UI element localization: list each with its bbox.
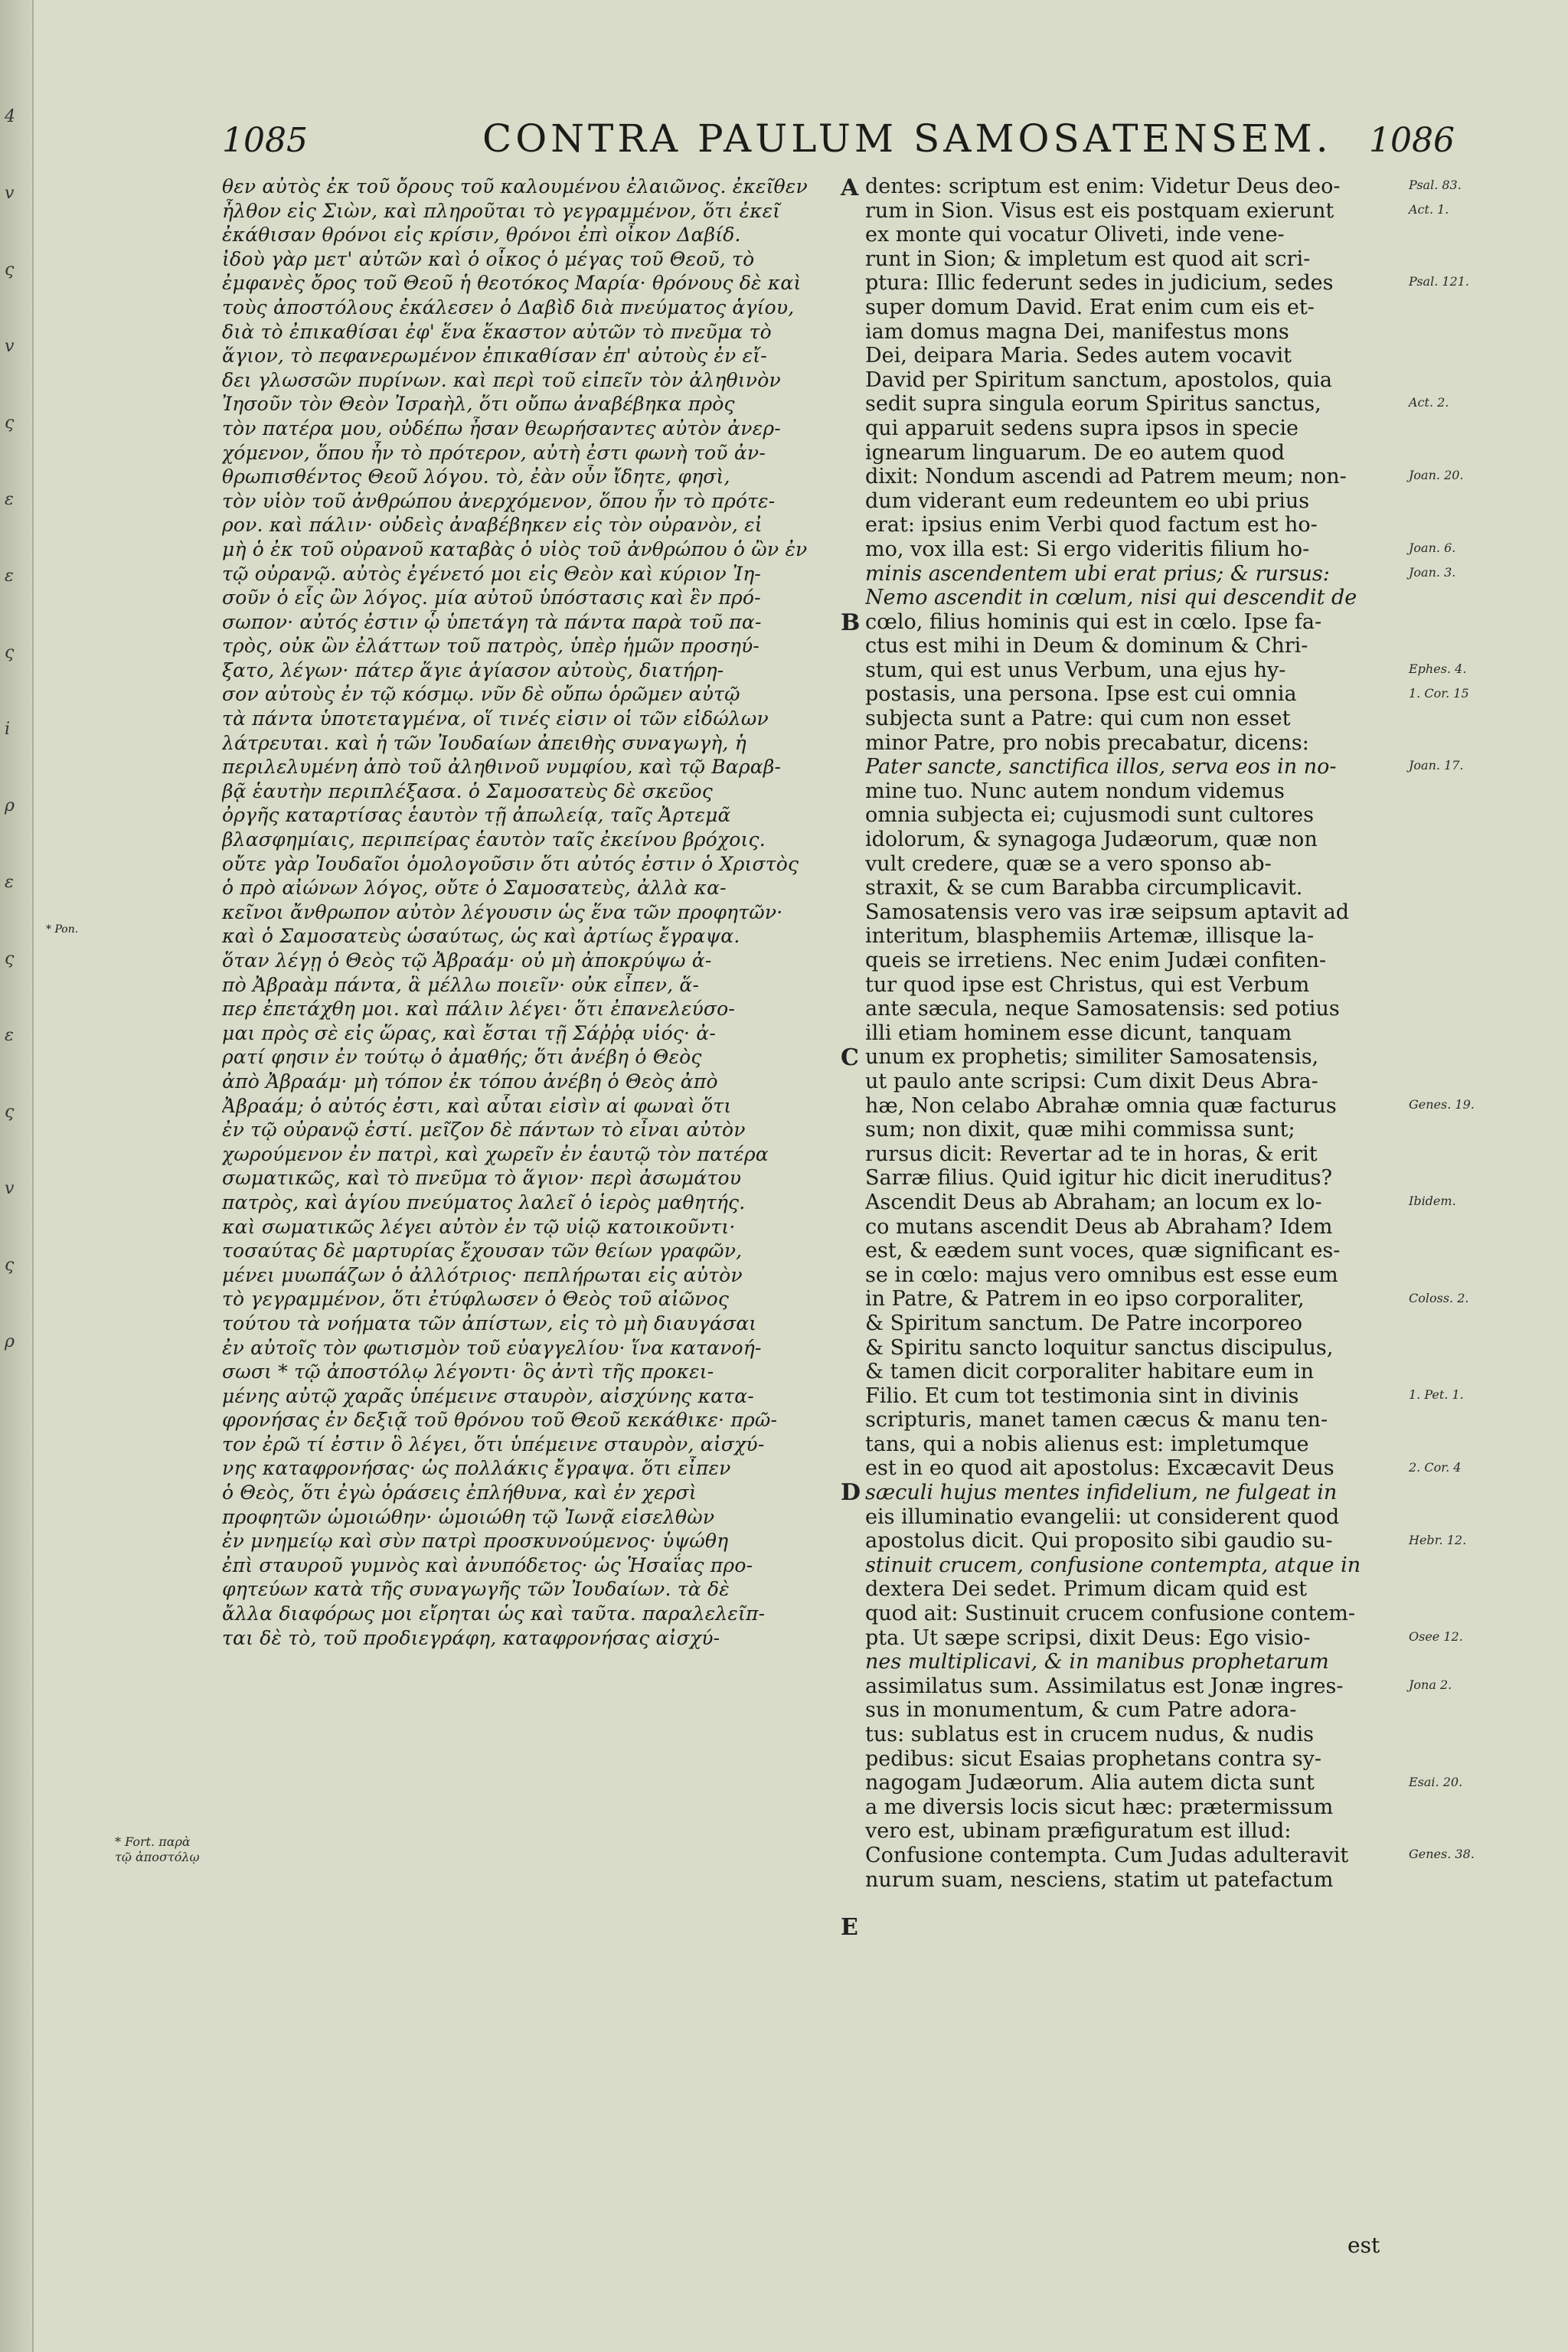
latin-line: Samosatensis vero vas iræ seipsum aptavit ad [865, 900, 1350, 924]
greek-line: τὸ γεγραμμένον, ὅτι ἐτύφλωσεν ὁ Θεὸς τοῦ αἰῶνος [222, 1288, 730, 1311]
latin-line: vult credere, quæ se a vero sponso ab- [865, 851, 1272, 876]
latin-line: erat: ipsius enim Verbi quod factum est ho- [865, 513, 1318, 537]
running-title: CONTRA PAULUM SAMOSATENSEM. [482, 116, 1332, 161]
latin-line: sedit supra singula eorum Spiritus sanctus, [865, 392, 1321, 416]
greek-line: ὁ πρὸ αἰώνων λόγος, οὔτε ὁ Σαμοσατεὺς, ἀλλὰ κα- [222, 877, 727, 900]
latin-line: ut paulo ante scripsi: Cum dixit Deus Abra- [865, 1069, 1318, 1093]
margin-reference: Joan. 20. [1409, 468, 1464, 483]
latin-line: ptura: Illic federunt sedes in judicium, sedes [865, 271, 1334, 296]
latin-line: stum, qui est unus Verbum, una ejus hy- [865, 658, 1286, 682]
footnote-line: τῷ ἀποστόλῳ [115, 1850, 200, 1864]
latin-text-column [865, 175, 1401, 1892]
latin-line: omnia subjecta ei; cujusmodi sunt cultores [865, 803, 1314, 828]
margin-reference: Esai. 20. [1409, 1774, 1463, 1789]
gutter-fragment: ς [5, 1102, 15, 1122]
latin-line: straxit, & se cum Barabba circumplicavit. [865, 876, 1303, 900]
greek-line: χόμενον, ὅπου ἦν τὸ πρότερον, αὐτὴ ἐστι φωνὴ τοῦ ἀν- [222, 441, 766, 464]
latin-line: ignearum linguarum. De eo autem quod [865, 440, 1285, 465]
latin-line: rum in Sion. Visus est eis postquam exierunt [865, 198, 1334, 223]
greek-line: κεῖνοι ἄνθρωπον αὐτὸν λέγουσιν ὡς ἕνα τῶν προφητῶν· [222, 900, 783, 923]
greek-line: Ἀβραάμ; ὁ αὐτός ἐστι, καὶ αὗται εἰσὶν αἱ φωναὶ ὅτι [222, 1094, 732, 1117]
margin-reference: 1. Cor. 15 [1409, 685, 1469, 701]
margin-reference: Act. 1. [1409, 201, 1449, 217]
margin-reference: Osee 12. [1409, 1629, 1463, 1644]
greek-line: διὰ τὸ ἐπικαθίσαι ἐφ' ἕνα ἕκαστον αὐτῶν τὸ πνεῦμα τὸ [222, 320, 772, 343]
greek-line: ἐμφανὲς ὄρος τοῦ Θεοῦ ἡ θεοτόκος Μαρία· θρόνους δὲ καὶ [222, 272, 802, 295]
gutter-fragment: ς [5, 413, 15, 433]
margin-reference: 2. Cor. 4 [1409, 1459, 1462, 1475]
gutter-fragment: ς [5, 260, 15, 279]
greek-line: ρον. καὶ πάλιν· οὐδεὶς ἀναβέβηκεν εἰς τὸν οὐρανὸν, εἰ [222, 514, 763, 537]
footnote-line: * Fort. παρὰ [115, 1834, 191, 1849]
greek-line: μὴ ὁ ἐκ τοῦ οὐρανοῦ καταβὰς ὁ υἱὸς τοῦ ἀνθρώπου ὁ ὢν ἐν [222, 537, 808, 560]
latin-line: scripturis, manet tamen cæcus & manu ten- [865, 1408, 1328, 1432]
latin-line: dextera Dei sedet. Primum dicam quid est [865, 1577, 1307, 1602]
latin-line: queis se irretiens. Nec enim Judæi confiten- [865, 949, 1327, 972]
latin-line: Filio. Et cum tot testimonia sint in divinis [865, 1383, 1299, 1408]
greek-line: ὅταν λέγῃ ὁ Θεὸς τῷ Ἀβραάμ· οὐ μὴ ἀποκρύψω ἀ- [222, 949, 712, 972]
margin-reference: 1. Pet. 1. [1409, 1387, 1464, 1402]
latin-line: vero est, ubinam præfiguratum est illud: [865, 1819, 1292, 1844]
latin-line: eis illuminatio evangelii: ut considerent quod [865, 1504, 1340, 1529]
greek-line: τοὺς ἀποστόλους ἐκάλεσεν ὁ Δαβὶδ διὰ πνεύματος ἁγίου, [222, 296, 795, 318]
greek-line: βᾷ ἑαυτὴν περιπλέξασα. ὁ Σαμοσατεὺς δὲ σκεῦος [222, 779, 713, 802]
latin-line: minor Patre, pro nobis precabatur, dicens: [865, 730, 1309, 755]
greek-line: θεν αὐτὸς ἐκ τοῦ ὄρους τοῦ καλουμένου ἐλαιῶνος. ἐκεῖθεν [222, 175, 808, 198]
greek-line: ὀργῆς καταρτίσας ἑαυτὸν τῇ ἀπωλείᾳ, ταῖς Ἀρτεμᾶ [222, 804, 731, 827]
greek-line: οὔτε γὰρ Ἰουδαῖοι ὁμολογοῦσιν ὅτι αὐτός ἐστιν ὁ Χριστὸς [222, 852, 799, 875]
gutter-fragment: ε [5, 567, 14, 586]
latin-line: cœlo, filius hominis qui est in cœlo. Ipse fa- [865, 609, 1322, 634]
margin-reference: Ephes. 4. [1409, 662, 1467, 676]
greek-line: τῷ οὐρανῷ. αὐτὸς ἐγένετό μοι εἰς Θεὸν καὶ κύριον Ἰη- [222, 562, 762, 585]
greek-line: ρατί φησιν ἐν τούτῳ ὁ ἀμαθής; ὅτι ἀνέβη ὁ Θεὸς [222, 1046, 702, 1069]
greek-line: προφητῶν ὡμοιώθην· ὡμοιώθη τῷ Ἰωνᾷ εἰσελθὼν [222, 1505, 715, 1528]
latin-line: illi etiam hominem esse dicunt, tanquam [865, 1021, 1292, 1045]
latin-line: nagogam Judæorum. Alia autem dicta sunt [865, 1771, 1315, 1795]
gutter-fragment: ς [5, 643, 15, 662]
gutter-fragment: ε [5, 873, 14, 892]
latin-line: mo, vox illa est: Si ergo videritis filium ho- [865, 537, 1310, 561]
section-letter: D [841, 1479, 861, 1506]
section-letter: C [841, 1044, 859, 1071]
greek-line: καὶ σωματικῶς λέγει αὐτὸν ἐν τῷ υἱῷ κατοικοῦντι· [222, 1215, 736, 1238]
margin-reference: Act. 2. [1409, 395, 1449, 410]
gutter-fragment: v [5, 337, 15, 356]
latin-line: pta. Ut sæpe scripsi, dixit Deus: Ego visio- [865, 1625, 1311, 1650]
catchword: est [1348, 2233, 1380, 2258]
greek-line: τὸν πατέρα μου, οὐδέπω ἦσαν θεωρήσαντες αὐτὸν ἀνερ- [222, 416, 781, 439]
greek-line: καὶ ὁ Σαμοσατεὺς ὡσαύτως, ὡς καὶ ἀρτίως ἔγραψα. [222, 925, 740, 948]
latin-line: dixit: Nondum ascendi ad Patrem meum; non- [865, 465, 1347, 489]
greek-line: πατρὸς, καὶ ἁγίου πνεύματος λαλεῖ ὁ ἱερὸς μαθητής. [222, 1191, 746, 1214]
margin-reference: Genes. 38. [1409, 1847, 1475, 1862]
greek-line: ἐκάθισαν θρόνοι εἰς κρίσιν, θρόνοι ἐπὶ οἶκον Δαβίδ. [222, 224, 741, 247]
latin-line: super domum David. Erat enim cum eis et- [865, 295, 1315, 319]
latin-line: est in eo quod ait apostolus: Excæcavit Deus [865, 1456, 1334, 1481]
gutter-fragment: ε [5, 490, 14, 509]
greek-line: Ἰησοῦν τὸν Θεὸν Ἰσραὴλ, ὅτι οὔπω ἀναβέβηκα πρὸς [222, 393, 735, 416]
latin-line: est, & eædem sunt voces, quæ significant es- [865, 1239, 1341, 1263]
greek-line: ἦλθον εἰς Σιὼν, καὶ πληροῦται τὸ γεγραμμένον, ὅτι ἐκεῖ [222, 199, 781, 222]
latin-line: subjecta sunt a Patre: qui cum non esset [865, 707, 1291, 731]
latin-line: ante sæcula, neque Samosatensis: sed potius [865, 997, 1340, 1021]
gutter-fragment: ε [5, 1026, 14, 1045]
greek-line: περιλελυμένη ἀπὸ τοῦ ἀληθινοῦ νυμφίου, καὶ τῷ Βαραβ- [222, 756, 782, 779]
margin-reference: Ibidem. [1409, 1194, 1456, 1209]
latin-line: stinuit crucem, confusione contempta, atque in [865, 1553, 1361, 1577]
section-letter: A [841, 175, 859, 201]
greek-line: βλασφημίαις, περιπείρας ἑαυτὸν ταῖς ἐκείνου βρόχοις. [222, 828, 766, 851]
gutter-fragment: ς [5, 949, 15, 969]
greek-line: σον αὐτοὺς ἐν τῷ κόσμῳ. νῦν δὲ οὔπω ὁρῶμεν αὐτῷ [222, 683, 740, 706]
left-margin-marker: * Pon. [46, 923, 79, 936]
latin-line: quod ait: Sustinuit crucem confusione contem- [865, 1602, 1355, 1626]
greek-text-column [222, 175, 861, 1650]
greek-line: ὁ Θεὸς, ὅτι ἐγὼ ὁράσεις ἐπλήθυνα, καὶ ἐν χερσὶ [222, 1481, 697, 1504]
greek-line: μένης αὐτῷ χαρᾶς ὑπέμεινε σταυρὸν, αἰσχύνης κατα- [222, 1384, 754, 1407]
latin-line: tans, qui a nobis alienus est: impletumque [865, 1432, 1309, 1456]
greek-line: τρὸς, οὐκ ὢν ἐλάττων τοῦ πατρὸς, ὑπὲρ ἡμῶν προσηύ- [222, 635, 760, 658]
greek-line: μένει μυωπάζων ὁ ἀλλότριος· πεπλήρωται εἰς αὐτὸν [222, 1263, 743, 1286]
latin-line: sus in monumentum, & cum Patre adora- [865, 1698, 1297, 1723]
margin-reference: Joan. 17. [1409, 758, 1464, 773]
greek-line: ἰδοὺ γὰρ μετ' αὐτῶν καὶ ὁ οἶκος ὁ μέγας τοῦ Θεοῦ, τὸ [222, 247, 755, 270]
latin-line: assimilatus sum. Assimilatus est Jonæ ingres- [865, 1674, 1344, 1698]
latin-line: iam domus magna Dei, manifestus mons [865, 319, 1289, 344]
latin-line: mine tuo. Nunc autem nondum videmus [865, 779, 1285, 803]
greek-line: χωρούμενον ἐν πατρὶ, καὶ χωρεῖν ἐν ἑαυτῷ τὸν πατέρα [222, 1142, 769, 1165]
latin-line: ex monte qui vocatur Oliveti, inde vene- [865, 223, 1285, 247]
latin-line: Confusione contempta. Cum Judas adulteravit [865, 1843, 1349, 1867]
greek-line: ἐν αὐτοῖς τὸν φωτισμὸν τοῦ εὐαγγελίου· ἵνα κατανοή- [222, 1336, 762, 1359]
greek-line: φρονήσας ἐν δεξιᾷ τοῦ θρόνου τοῦ Θεοῦ κεκάθικε· πρῶ- [222, 1409, 778, 1432]
margin-reference: Hebr. 12. [1409, 1532, 1467, 1547]
greek-line: μαι πρὸς σὲ εἰς ὥρας, καὶ ἔσται τῇ Σάῤῥᾳ υἱός· ἀ- [222, 1021, 717, 1044]
greek-line: ξατο, λέγων· πάτερ ἅγιε ἁγίασον αὐτοὺς, διατήρη- [222, 658, 724, 681]
greek-line: φητεύων κατὰ τῆς συναγωγῆς τῶν Ἰουδαίων. τὰ δὲ [222, 1578, 730, 1601]
greek-line: ἐν μνημείῳ καὶ σὺν πατρὶ προσκυνούμενος· ὑψώθη [222, 1530, 729, 1553]
gutter-fragment: i [5, 720, 11, 739]
latin-line: nes multiplicavi, & in manibus prophetarum [865, 1650, 1329, 1674]
latin-line: pedibus: sicut Esaias prophetans contra sy- [865, 1746, 1321, 1771]
greek-line: ἐπὶ σταυροῦ γυμνὸς καὶ ἀνυπόδετος· ὡς Ἡσαΐας προ- [222, 1553, 753, 1576]
greek-line: τούτου τὰ νοήματα τῶν ἀπίστων, εἰς τὸ μὴ διαυγάσαι [222, 1312, 757, 1334]
greek-line: θρωπισθέντος Θεοῦ λόγου. τὸ, ἐὰν οὖν ἴδητε, φησὶ, [222, 466, 730, 488]
latin-line: runt in Sion; & impletum est quod ait scri- [865, 247, 1311, 271]
greek-line: τοσαύτας δὲ μαρτυρίας ἔχουσαν τῶν θείων γραφῶν, [222, 1240, 743, 1263]
latin-line: Nemo ascendit in cœlum, nisi qui descendit de [865, 586, 1357, 610]
greek-line: νης καταφρονήσας· ὡς πολλάκις ἔγραψα. ὅτι εἶπεν [222, 1457, 731, 1480]
gutter-fragment: v [5, 184, 15, 203]
margin-reference: Psal. 121. [1409, 274, 1469, 289]
margin-reference: Psal. 83. [1409, 178, 1462, 192]
latin-line: qui apparuit sedens supra ipsos in specie [865, 416, 1298, 440]
margin-reference: Joan. 6. [1409, 541, 1456, 555]
greek-line: σωπον· αὐτός ἐστιν ᾧ ὑπετάγη τὰ πάντα παρὰ τοῦ πα- [222, 610, 762, 633]
left-footnote [115, 1834, 200, 1865]
latin-line: Sarræ filius. Quid igitur hic dicit ineruditus? [865, 1166, 1332, 1191]
latin-line: Dei, deipara Maria. Sedes autem vocavit [865, 344, 1292, 368]
latin-line: in Patre, & Patrem in eo ipso corporaliter, [865, 1287, 1305, 1312]
latin-line: Ascendit Deus ab Abraham; an locum ex lo- [865, 1190, 1322, 1214]
latin-line: postasis, una persona. Ipse est cui omnia [865, 682, 1297, 707]
latin-line: apostolus dicit. Qui proposito sibi gaudio su- [865, 1529, 1333, 1553]
margin-reference: Jona 2. [1409, 1677, 1452, 1693]
latin-line: ctus est mihi in Deum & dominum & Chri- [865, 634, 1308, 658]
greek-line: πὸ Ἀβραὰμ πάντα, ἃ μέλλω ποιεῖν· οὐκ εἶπεν, ἅ- [222, 973, 700, 996]
page-gutter [0, 0, 34, 2352]
greek-line: ἐν τῷ οὐρανῷ ἐστί. μεῖζον δὲ πάντων τὸ εἶναι αὐτὸν [222, 1119, 746, 1142]
latin-line: se in cœlo: majus vero omnibus est esse eum [865, 1263, 1338, 1287]
latin-line: & Spiritum sanctum. De Patre incorporeo [865, 1311, 1303, 1335]
latin-line: David per Spiritum sanctum, apostolos, quia [865, 368, 1333, 392]
greek-line: ἀπὸ Ἀβραάμ· μὴ τόπον ἐκ τόπου ἀνέβη ὁ Θεὸς ἀπὸ [222, 1070, 718, 1093]
gutter-fragment: v [5, 1179, 15, 1198]
latin-line: dum viderant eum redeuntem eo ubi prius [865, 488, 1310, 513]
latin-line: unum ex prophetis; similiter Samosatensis, [865, 1045, 1319, 1070]
latin-line: Pater sancte, sanctifica illos, serva eos in no- [865, 755, 1337, 779]
gutter-fragment: ς [5, 1256, 15, 1275]
latin-line: & tamen dicit corporaliter habitare eum in [865, 1360, 1315, 1384]
latin-line: tur quod ipse est Christus, qui est Verbum [865, 972, 1310, 997]
greek-line: τὰ πάντα ὑποτεταγμένα, οἵ τινές εἰσιν οἱ τῶν εἰδώλων [222, 707, 769, 730]
greek-line: ται δὲ τὸ, τοῦ προδιεγράφη, καταφρονήσας αἰσχύ- [222, 1626, 720, 1649]
greek-line: ἄλλα διαφόρως μοι εἴρηται ὡς καὶ ταῦτα. παραλελεῖπ- [222, 1602, 766, 1625]
greek-line: περ ἐπετάχθη μοι. καὶ πάλιν λέγει· ὅτι ἐπανελεύσο- [222, 998, 736, 1021]
latin-line: hæ, Non celabo Abrahæ omnia quæ facturus [865, 1093, 1337, 1118]
greek-line: δει γλωσσῶν πυρίνων. καὶ περὶ τοῦ εἰπεῖν τὸν ἀληθινὸν [222, 368, 781, 391]
greek-line: τὸν υἱὸν τοῦ ἀνθρώπου ἀνερχόμενον, ὅπου ἦν τὸ πρότε- [222, 489, 776, 512]
greek-line: ἅγιον, τὸ πεφανερωμένον ἐπικαθίσαν ἐπ' αὐτοὺς ἐν εἴ- [222, 345, 767, 368]
margin-reference: Genes. 19. [1409, 1096, 1475, 1112]
latin-line: & Spiritu sancto loquitur sanctus discipulus, [865, 1335, 1334, 1360]
section-letter: E [841, 1914, 858, 1941]
latin-line: a me diversis locis sicut hæc: prætermissum [865, 1795, 1334, 1819]
latin-line: co mutans ascendit Deus ab Abraham? Idem [865, 1214, 1333, 1239]
gutter-fragment: 4 [5, 107, 15, 126]
margin-reference: Coloss. 2. [1409, 1290, 1469, 1305]
greek-line: σωματικῶς, καὶ τὸ πνεῦμα τὸ ἅγιον· περὶ ἀσωμάτου [222, 1167, 742, 1190]
greek-line: σοῦν ὁ εἷς ὢν λόγος. μία αὐτοῦ ὑπόστασις καὶ ἓν πρό- [222, 586, 761, 609]
latin-line: interitum, blasphemiis Artemæ, illisque la- [865, 924, 1315, 949]
page-number-right: 1086 [1369, 121, 1455, 160]
page-header [222, 113, 1478, 175]
latin-line: sæculi hujus mentes infidelium, ne fulgeat in [865, 1481, 1338, 1505]
latin-line: tus: sublatus est in crucem nudus, & nudis [865, 1723, 1314, 1746]
greek-line: λάτρευται. καὶ ἡ τῶν Ἰουδαίων ἀπειθὴς συναγωγὴ, ἡ [222, 731, 746, 754]
gutter-fragment: ρ [5, 796, 15, 815]
latin-line: idolorum, & synagoga Judæorum, quæ non [865, 828, 1318, 852]
greek-line: σωσι * τῷ ἀποστόλῳ λέγοντι· ὃς ἀντὶ τῆς προκει- [222, 1361, 714, 1383]
latin-line: minis ascendentem ubi erat prius; & rursus: [865, 561, 1330, 586]
latin-line: nurum suam, nesciens, statim ut patefactum [865, 1867, 1334, 1892]
margin-reference: Joan. 3. [1409, 564, 1456, 580]
latin-line: rursus dicit: Revertar ad te in horas, & erit [865, 1142, 1318, 1166]
greek-line: τον ἐρῶ τί ἐστιν ὃ λέγει, ὅτι ὑπέμεινε σταυρὸν, αἰσχύ- [222, 1432, 765, 1455]
gutter-fragment: ρ [5, 1332, 15, 1351]
page-number-left: 1085 [222, 121, 308, 160]
section-letter: B [841, 609, 861, 636]
latin-line: dentes: scriptum est enim: Videtur Deus deo- [865, 175, 1341, 198]
latin-line: sum; non dixit, quæ mihi commissa sunt; [865, 1118, 1295, 1142]
